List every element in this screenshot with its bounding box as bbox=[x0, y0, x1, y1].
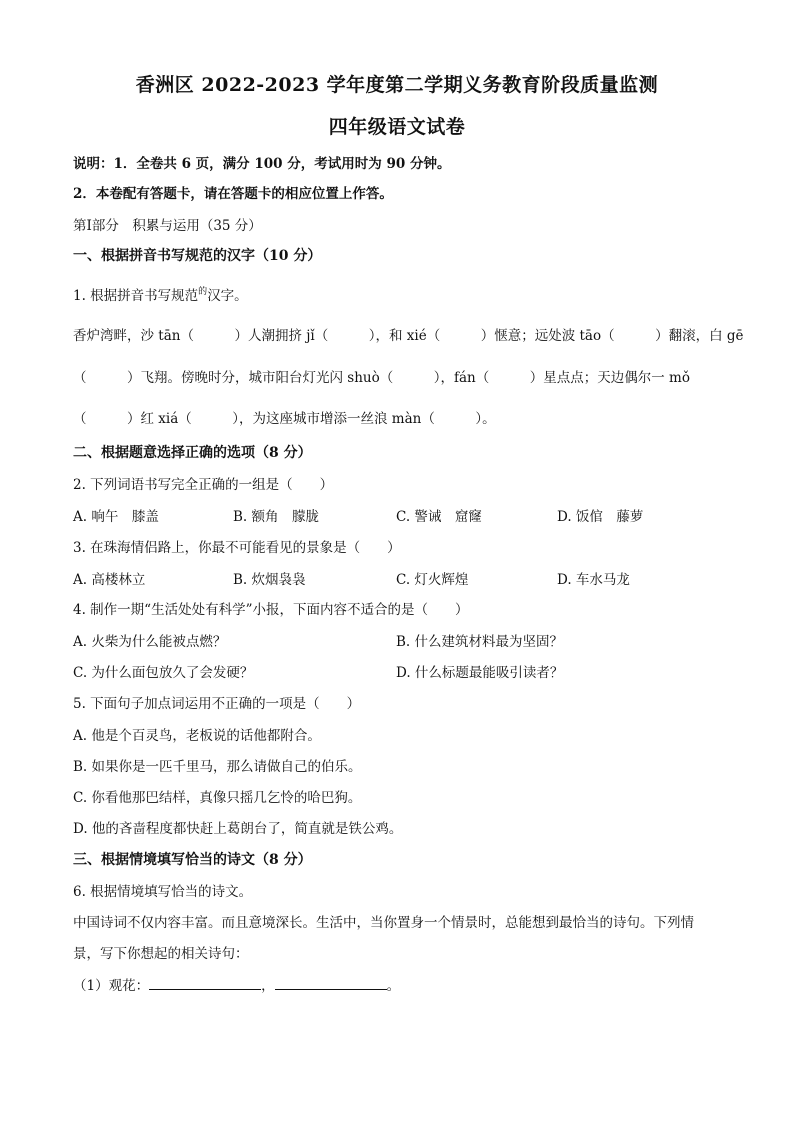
pinyin-line-2: （ ）飞翔。傍晚时分，城市阳台灯光闪 shuò（ ），fán（ ）星点点；天边偶尔一 mǒ bbox=[73, 370, 690, 386]
exam-subtitle: 四年级语文试卷 bbox=[328, 116, 466, 138]
q3-option-c[interactable]: C. 灯火辉煌 bbox=[396, 572, 469, 588]
section-3-heading: 三、根据情境填写恰当的诗文（8 分） bbox=[73, 852, 312, 868]
section-1-heading: 一、根据拼音书写规范的汉字（10 分） bbox=[73, 248, 322, 264]
pinyin-line-3: （ ）红 xiá（ ），为这座城市增添一丝浪 màn（ ）。 bbox=[73, 411, 496, 427]
pinyin-line-1: 香炉湾畔，沙 tān（ ）人潮拥挤 jǐ（ ），和 xié（ ）惬意；远处波 tāo（ ）翻滚，白 gē bbox=[73, 328, 744, 344]
q5-option-a[interactable]: A. 他是个百灵鸟，老板说的话他都附合。 bbox=[73, 728, 321, 744]
question-3-stem: 3. 在珠海情侣路上，你最不可能看见的景象是（ ） bbox=[73, 540, 401, 556]
q3-option-b[interactable]: B. 炊烟袅袅 bbox=[233, 572, 306, 588]
q3-option-a[interactable]: A. 高楼林立 bbox=[73, 572, 146, 588]
question-4-stem: 4. 制作一期“生活处处有科学”小报，下面内容不适合的是（ ） bbox=[73, 602, 469, 618]
question-6-stem: 6. 根据情境填写恰当的诗文。 bbox=[73, 884, 253, 900]
q1-prefix: 1. 根据拼音书写规范 bbox=[73, 288, 199, 304]
question-5-stem: 5. 下面句子加点词运用不正确的一项是（ ） bbox=[73, 696, 361, 712]
item-1-blank-2[interactable] bbox=[275, 977, 387, 990]
q2-option-d[interactable]: D. 饭倌 藤萝 bbox=[557, 509, 644, 525]
question-6-intro-line-2: 景，写下你想起的相关诗句： bbox=[73, 946, 249, 962]
q2-option-c[interactable]: C. 警诫 窟窿 bbox=[396, 509, 482, 525]
q2-option-b[interactable]: B. 额角 朦胧 bbox=[233, 509, 320, 525]
item-1-label: （1）观花： bbox=[73, 978, 150, 994]
question-6-intro-line-1: 中国诗词不仅内容丰富。而且意境深长。生活中，当你置身一个情景时，总能想到最恰当的诗句。下列情 bbox=[73, 915, 694, 931]
q5-option-d[interactable]: D. 他的吝啬程度都快赶上葛朗台了，简直就是铁公鸡。 bbox=[73, 821, 403, 837]
q4-option-d[interactable]: D. 什么标题最能吸引读者？ bbox=[396, 665, 564, 681]
q4-option-a[interactable]: A. 火柴为什么能被点燃？ bbox=[73, 634, 227, 650]
question-2-stem: 2. 下列词语书写完全正确的一组是（ ） bbox=[73, 477, 334, 493]
exam-title: 香洲区 2022-2023 学年度第二学期义务教育阶段质量监测 bbox=[135, 74, 659, 96]
item-1-blank-1[interactable] bbox=[149, 977, 261, 990]
q3-option-d[interactable]: D. 车水马龙 bbox=[557, 572, 630, 588]
q1-superscript: 的 bbox=[198, 287, 208, 297]
instructions-line-2: 2．本卷配有答题卡，请在答题卡的相应位置上作答。 bbox=[73, 186, 393, 202]
question-6-item-1 bbox=[73, 974, 733, 994]
q2-option-a[interactable]: A. 响午 膝盖 bbox=[73, 509, 159, 525]
item-1-end: 。 bbox=[386, 978, 401, 994]
q5-option-c[interactable]: C. 你看他那巴结样，真像只摇几乞怜的哈巴狗。 bbox=[73, 790, 362, 806]
q5-option-b[interactable]: B. 如果你是一匹千里马，那么请做自己的伯乐。 bbox=[73, 759, 362, 775]
item-1-separator: ， bbox=[261, 978, 275, 994]
q4-option-c[interactable]: C. 为什么面包放久了会发硬？ bbox=[73, 665, 254, 681]
q1-suffix: 汉字。 bbox=[207, 288, 248, 304]
question-1-stem bbox=[73, 284, 733, 304]
part-1-heading: 第Ⅰ部分 积累与运用（35 分） bbox=[73, 218, 262, 234]
section-2-heading: 二、根据题意选择正确的选项（8 分） bbox=[73, 445, 312, 461]
q4-option-b[interactable]: B. 什么建筑材料最为坚固？ bbox=[396, 634, 564, 650]
instructions-line-1: 说明：1．全卷共 6 页，满分 100 分，考试用时为 90 分钟。 bbox=[73, 156, 451, 172]
